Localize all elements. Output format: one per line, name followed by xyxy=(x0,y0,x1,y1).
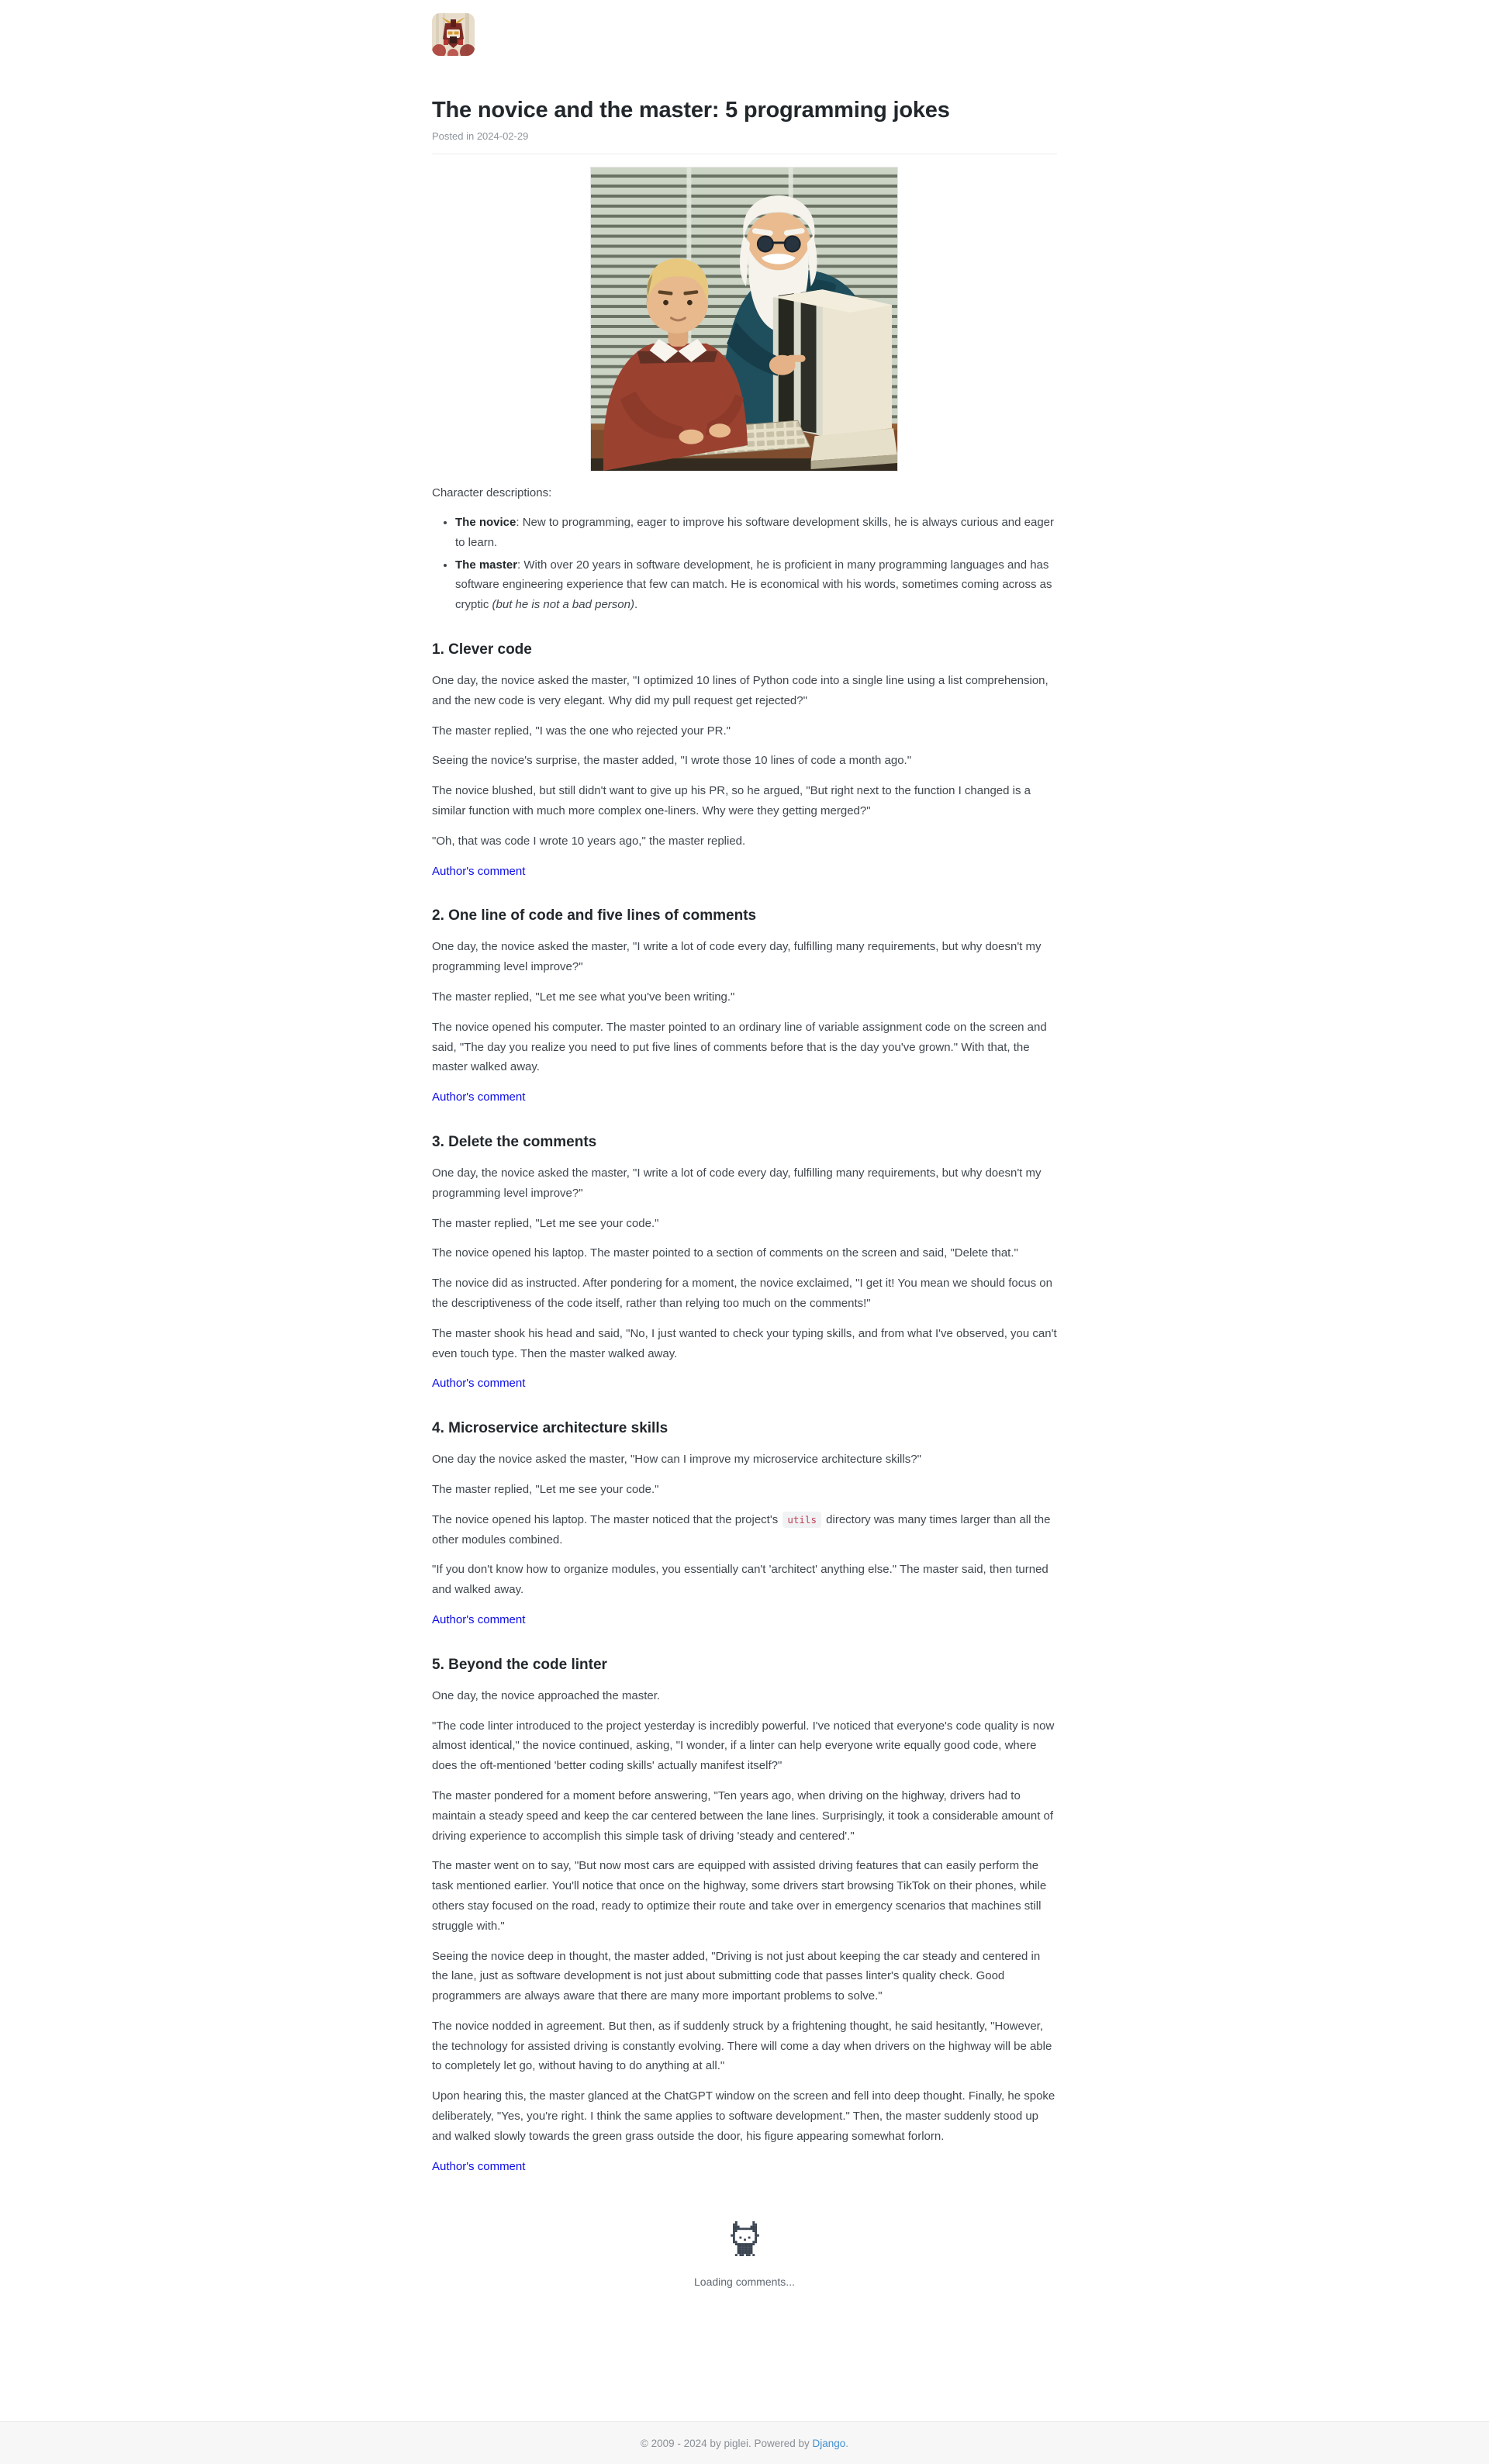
cat-mascot-icon xyxy=(731,2221,759,2256)
paragraph: One day, the novice asked the master, "I write a lot of code every day, fulfilling many requirements, but why doesn't my programming level improve?" xyxy=(432,940,1042,974)
paragraph: The master went on to say, "But now most cars are equipped with assisted driving features that can easily perform the task mentioned earlier. You'll notice that once on the highway, some drivers start browsing TikTok on their phones, while others stay focused on the road, ready to optimize their route and take over in emergency scenarios that machines still struggle with." xyxy=(432,1859,1047,1933)
django-link[interactable]: Django xyxy=(812,2437,846,2449)
paragraph: Character descriptions: xyxy=(432,486,552,500)
paragraph: The master replied, "I was the one who rejected your PR." xyxy=(432,724,731,738)
post-title: The novice and the master: 5 programming jokes xyxy=(432,98,950,123)
joke-section-2 xyxy=(432,907,1057,1108)
paragraph-text: The novice opened his laptop. The master noticed that the project's xyxy=(432,1512,782,1526)
comments-loading-text: Loading comments... xyxy=(694,2276,795,2289)
comments-section xyxy=(432,2221,1057,2288)
author-comment-link[interactable]: Author's comment xyxy=(432,864,526,878)
author-comment-link[interactable]: Author's comment xyxy=(432,1612,526,1626)
section-heading: 1. Clever code xyxy=(432,641,532,658)
post-article xyxy=(432,96,1057,2288)
character-list xyxy=(437,513,1057,615)
paragraph: The novice opened his laptop. The master pointed to a section of comments on the screen and said, "Delete that." xyxy=(432,1246,1018,1260)
paragraph: The novice nodded in agreement. But then, as if suddenly struck by a frightening thought, he said hesitantly, "However, the technology for assisted driving is constantly evolving. There will come a day when drivers on the highway will be able to completely let go, without having to do anything at all." xyxy=(432,2019,1052,2073)
character-desc: : New to programming, eager to improve his software development skills, he is always curious and eager to learn. xyxy=(455,516,1055,549)
paragraph: The novice opened his computer. The master pointed to an ordinary line of variable assignment code on the screen and said, "The day you realize you need to put five lines of comments before that is the day you've grown." With that, the master walked away. xyxy=(432,1020,1047,1074)
section-heading: 2. One line of code and five lines of comments xyxy=(432,907,757,924)
joke-section-5 xyxy=(432,1657,1057,2177)
copyright-post: . xyxy=(845,2437,849,2449)
robot-head-logo-icon xyxy=(432,13,475,56)
paragraph xyxy=(432,1510,1057,1550)
copyright-pre: © 2009 - 2024 by piglei. Powered by xyxy=(640,2437,813,2449)
site-header xyxy=(432,0,1057,56)
paragraph: "If you don't know how to organize modules, you essentially can't 'architect' anything else." The master said, then turned and walked away. xyxy=(432,1563,1049,1597)
character-term: The master xyxy=(455,558,518,572)
character-desc: . xyxy=(634,598,638,612)
section-heading: 4. Microservice architecture skills xyxy=(432,1420,668,1437)
novice-and-master-illustration-image xyxy=(590,167,898,472)
paragraph: One day, the novice asked the master, "I optimized 10 lines of Python code into a single line using a list comprehension, and the new code is very elegant. Why did my pull request get rejected?" xyxy=(432,674,1049,707)
paragraph: "Oh, that was code I wrote 10 years ago," the master replied. xyxy=(432,834,746,848)
paragraph: "The code linter introduced to the project yesterday is incredibly powerful. I've noticed that everyone's code quality is now almost identical," the novice continued, asking, "I wonder, if a linter can help everyone write equally good code, where does the oft-mentioned 'better coding skills' actually manifest itself?" xyxy=(432,1719,1055,1773)
section-heading: 5. Beyond the code linter xyxy=(432,1656,607,1673)
joke-section-1 xyxy=(432,641,1057,881)
paragraph: The novice blushed, but still didn't want to give up his PR, so he argued, "But right next to the function I changed is a similar function with much more complex one-liners. Why were they getting merged?" xyxy=(432,784,1031,818)
paragraph: One day the novice asked the master, "How can I improve my microservice architecture skills?" xyxy=(432,1453,921,1467)
character-term: The novice xyxy=(455,516,516,530)
paragraph: The master replied, "Let me see your code." xyxy=(432,1216,659,1230)
section-heading: 3. Delete the comments xyxy=(432,1133,597,1150)
paragraph: The master replied, "Let me see your code." xyxy=(432,1482,659,1496)
inline-code: utils xyxy=(783,1512,821,1528)
copyright-text xyxy=(641,2438,848,2449)
character-desc-italic: (but he is not a bad person) xyxy=(492,598,634,612)
author-comment-link[interactable]: Author's comment xyxy=(432,2159,526,2173)
paragraph: The novice did as instructed. After pondering for a moment, the novice exclaimed, "I get it! You mean we should focus on the descriptiveness of the code itself, rather than relying too much on the comments!" xyxy=(432,1277,1052,1310)
list-item xyxy=(455,513,1057,553)
paragraph: Upon hearing this, the master glanced at the ChatGPT window on the screen and fell into deep thought. Finally, he spoke deliberately, "Yes, you're right. I think the same applies to software development." Then, the master suddenly stood up and walked slowly towards the green grass outside the door, his figure appearing somewhat forlorn. xyxy=(432,2089,1055,2143)
site-logo[interactable] xyxy=(432,13,475,56)
paragraph: Seeing the novice deep in thought, the master added, "Driving is not just about keeping the car steady and centered in the lane, just as software development is not just about submitting code that passes linter's quality check. Good programmers are always aware that there are many more important problems to solve." xyxy=(432,1949,1041,2003)
paragraph: Seeing the novice's surprise, the master added, "I wrote those 10 lines of code a month ago." xyxy=(432,754,912,768)
list-item xyxy=(455,555,1057,615)
paragraph: The master replied, "Let me see what you've been writing." xyxy=(432,990,735,1004)
post-meta: Posted in 2024-02-29 xyxy=(432,130,529,143)
hero-illustration xyxy=(590,167,900,472)
joke-section-4 xyxy=(432,1420,1057,1630)
joke-section-3 xyxy=(432,1134,1057,1394)
site-footer xyxy=(0,2421,1489,2464)
author-comment-link[interactable]: Author's comment xyxy=(432,1377,526,1391)
paragraph: One day, the novice asked the master, "I write a lot of code every day, fulfilling many requirements, but why doesn't my programming level improve?" xyxy=(432,1166,1042,1200)
paragraph: One day, the novice approached the master. xyxy=(432,1688,661,1702)
paragraph: The master shook his head and said, "No, I just wanted to check your typing skills, and from what I've observed, you can't even touch type. Then the master walked away. xyxy=(432,1326,1057,1360)
paragraph-text: directory was many times larger than all the other modules combined. xyxy=(432,1512,1051,1546)
paragraph: The master pondered for a moment before answering, "Ten years ago, when driving on the highway, drivers had to maintain a steady speed and keep the car centered between the lane lines. Surprisingly, it took a considerable amount of driving experience to accomplish this simple task of driving 'steady and centered'." xyxy=(432,1788,1054,1843)
author-comment-link[interactable]: Author's comment xyxy=(432,1090,526,1104)
character-desc: : With over 20 years in software development, he is proficient in many programming languages and has software engineering experience that few can match. He is economical with his words, sometimes coming across as cryptic xyxy=(455,558,1052,612)
